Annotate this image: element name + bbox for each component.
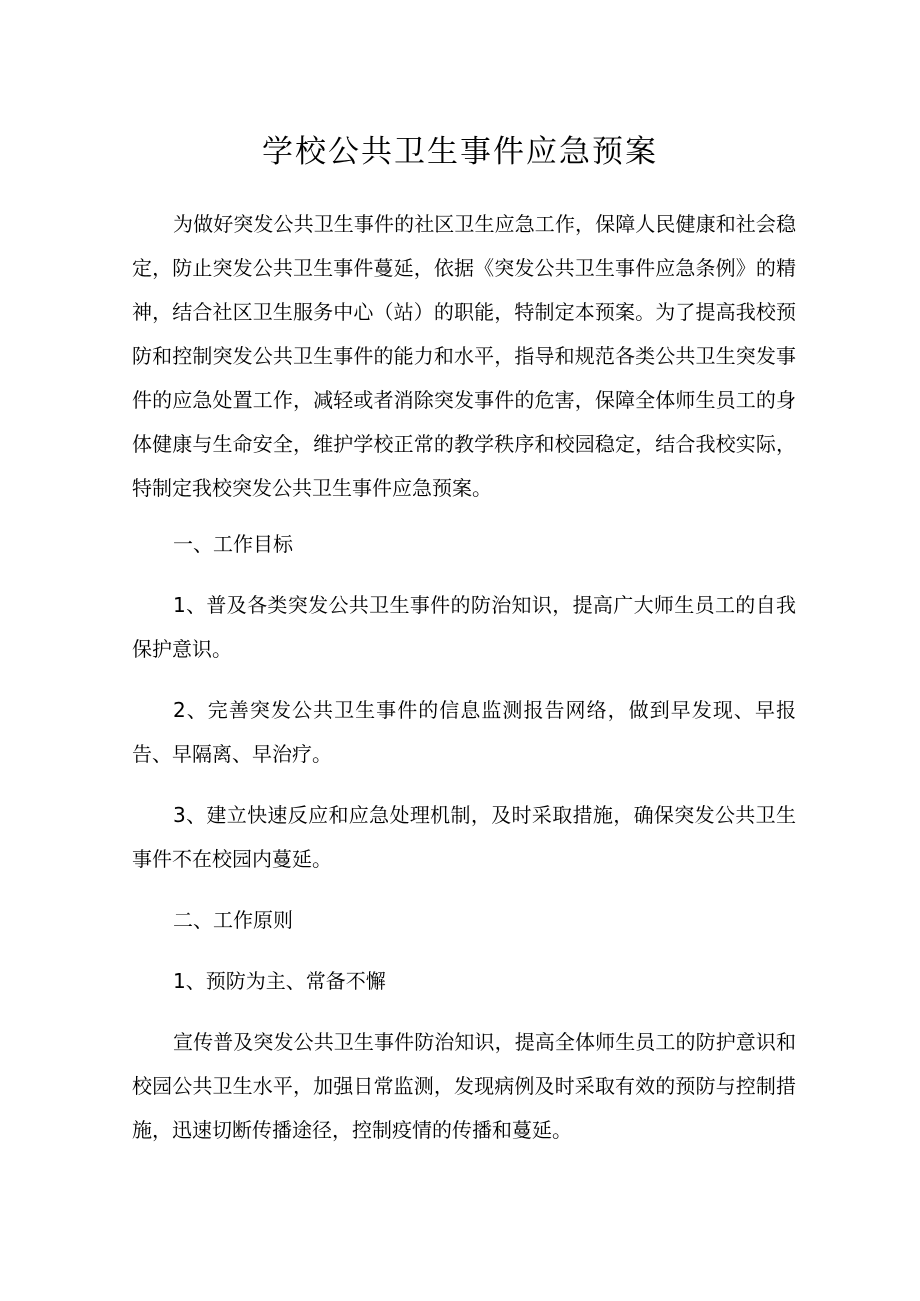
document-title: 学校公共卫生事件应急预案: [262, 134, 658, 170]
intro-paragraph: 为做好突发公共卫生事件的社区卫生应急工作，保障人民健康和社会稳定，防止突发公共卫生事件蔓延，依据《突发公共卫生事件应急条例》的精神，结合社区卫生服务中心（站）的职能，特制定本预案。为了提高我校预防和控制突发公共卫生事件的能力和水平，指导和规范各类公共卫生突发事件的应急处置工作，减轻或者消除突发事件的危害，保障全体师生员工的身体健康与生命安全，维护学校正常的教学秩序和校园稳定，结合我校实际，特制定我校突发公共卫生事件应急预案。: [132, 212, 796, 500]
section-heading-goals: 一、工作目标: [173, 532, 293, 556]
section-heading-principles: 二、工作原则: [173, 908, 293, 932]
principle-body-1: 宣传普及突发公共卫生事件防治知识，提高全体师生员工的防护意识和校园公共卫生水平，加强日常监测，发现病例及时采取有效的预防与控制措施，迅速切断传播途径，控制疫情的传播和蔓延。: [132, 1030, 796, 1142]
principle-heading-1: 1、预防为主、常备不懈: [173, 969, 386, 993]
goal-item-1: 1、普及各类突发公共卫生事件的防治知识，提高广大师生员工的自我保护意识。: [132, 593, 796, 661]
goal-item-2: 2、完善突发公共卫生事件的信息监测报告网络，做到早发现、早报告、早隔离、早治疗。: [132, 698, 796, 766]
document-body: [132, 202, 796, 1152]
goal-item-3: 3、建立快速反应和应急处理机制，及时采取措施，确保突发公共卫生事件不在校园内蔓延。: [132, 803, 796, 871]
